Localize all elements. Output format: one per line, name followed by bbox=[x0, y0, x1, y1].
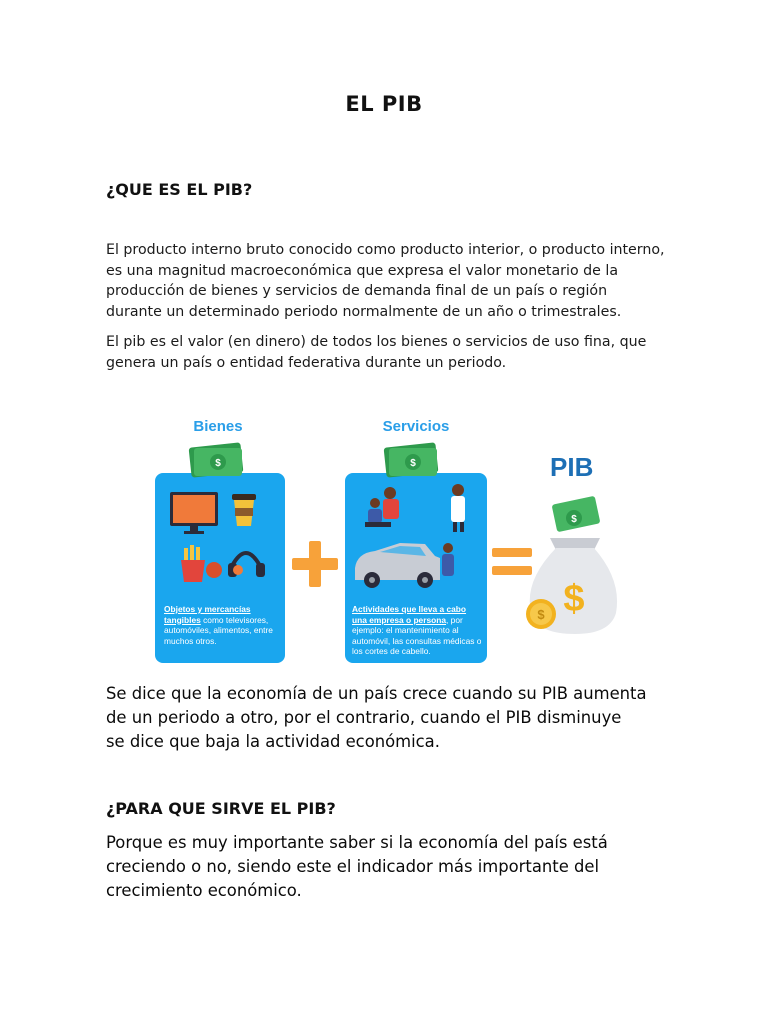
label-bienes: Bienes bbox=[193, 418, 243, 435]
pib-illustration bbox=[150, 408, 620, 670]
paragraph-importance: Porque es muy importante saber si la economía del país está creciendo o no, siendo este el indicador más importante del crecimiento económico. bbox=[106, 833, 608, 900]
section-heading-para-que-sirve: ¿PARA QUE SIRVE EL PIB? bbox=[106, 799, 336, 818]
caption-bienes-bold: Objetos y mercancías tangibles bbox=[164, 604, 251, 625]
label-pib: PIB bbox=[550, 452, 594, 482]
label-servicios: Servicios bbox=[382, 418, 450, 435]
paragraph-growth: Se dice que la economía de un país crece cuando su PIB aumenta de un periodo a otro, por el contrario, cuando el PIB disminuye se dice que baja la actividad económica. bbox=[106, 684, 653, 751]
section-heading-que-es: ¿QUE ES EL PIB? bbox=[106, 180, 253, 199]
svg-text:$: $ bbox=[563, 578, 585, 620]
svg-text:$: $ bbox=[215, 458, 221, 469]
equals-icon bbox=[492, 548, 532, 575]
money-icon-bienes bbox=[189, 442, 244, 477]
money-icon-servicios bbox=[384, 442, 439, 477]
caption-servicios bbox=[352, 604, 482, 657]
paragraph-pib-value: El pib es el valor (en dinero) de todos los bienes o servicios de uso fina, que genera un país o entidad federativa durante un periodo. bbox=[106, 334, 647, 371]
money-bag-icon bbox=[526, 496, 617, 634]
page-title: EL PIB bbox=[345, 92, 423, 116]
svg-text:$: $ bbox=[410, 458, 416, 469]
svg-text:$: $ bbox=[571, 514, 577, 525]
caption-servicios-bold: Actividades que lleva a cabo una empresa o persona bbox=[352, 604, 467, 625]
paragraph-definition: El producto interno bruto conocido como producto interior, o producto interno, es una magnitud macroeconómica que expresa el valor monetario de la producción de bienes y servicios de demanda final de un país o región durante un determinado periodo normalmente de un año o trimestrales. bbox=[106, 242, 665, 320]
plus-icon bbox=[292, 541, 338, 587]
caption-bienes-rest: como televisores, automóviles, alimentos, entre muchos otros. bbox=[164, 614, 273, 646]
caption-bienes bbox=[164, 604, 282, 646]
svg-text:$: $ bbox=[537, 607, 545, 622]
caption-servicios-rest: , por ejemplo: el mantenimiento al automóvil, las consultas médicas o los cortes de cabello. bbox=[352, 614, 482, 656]
